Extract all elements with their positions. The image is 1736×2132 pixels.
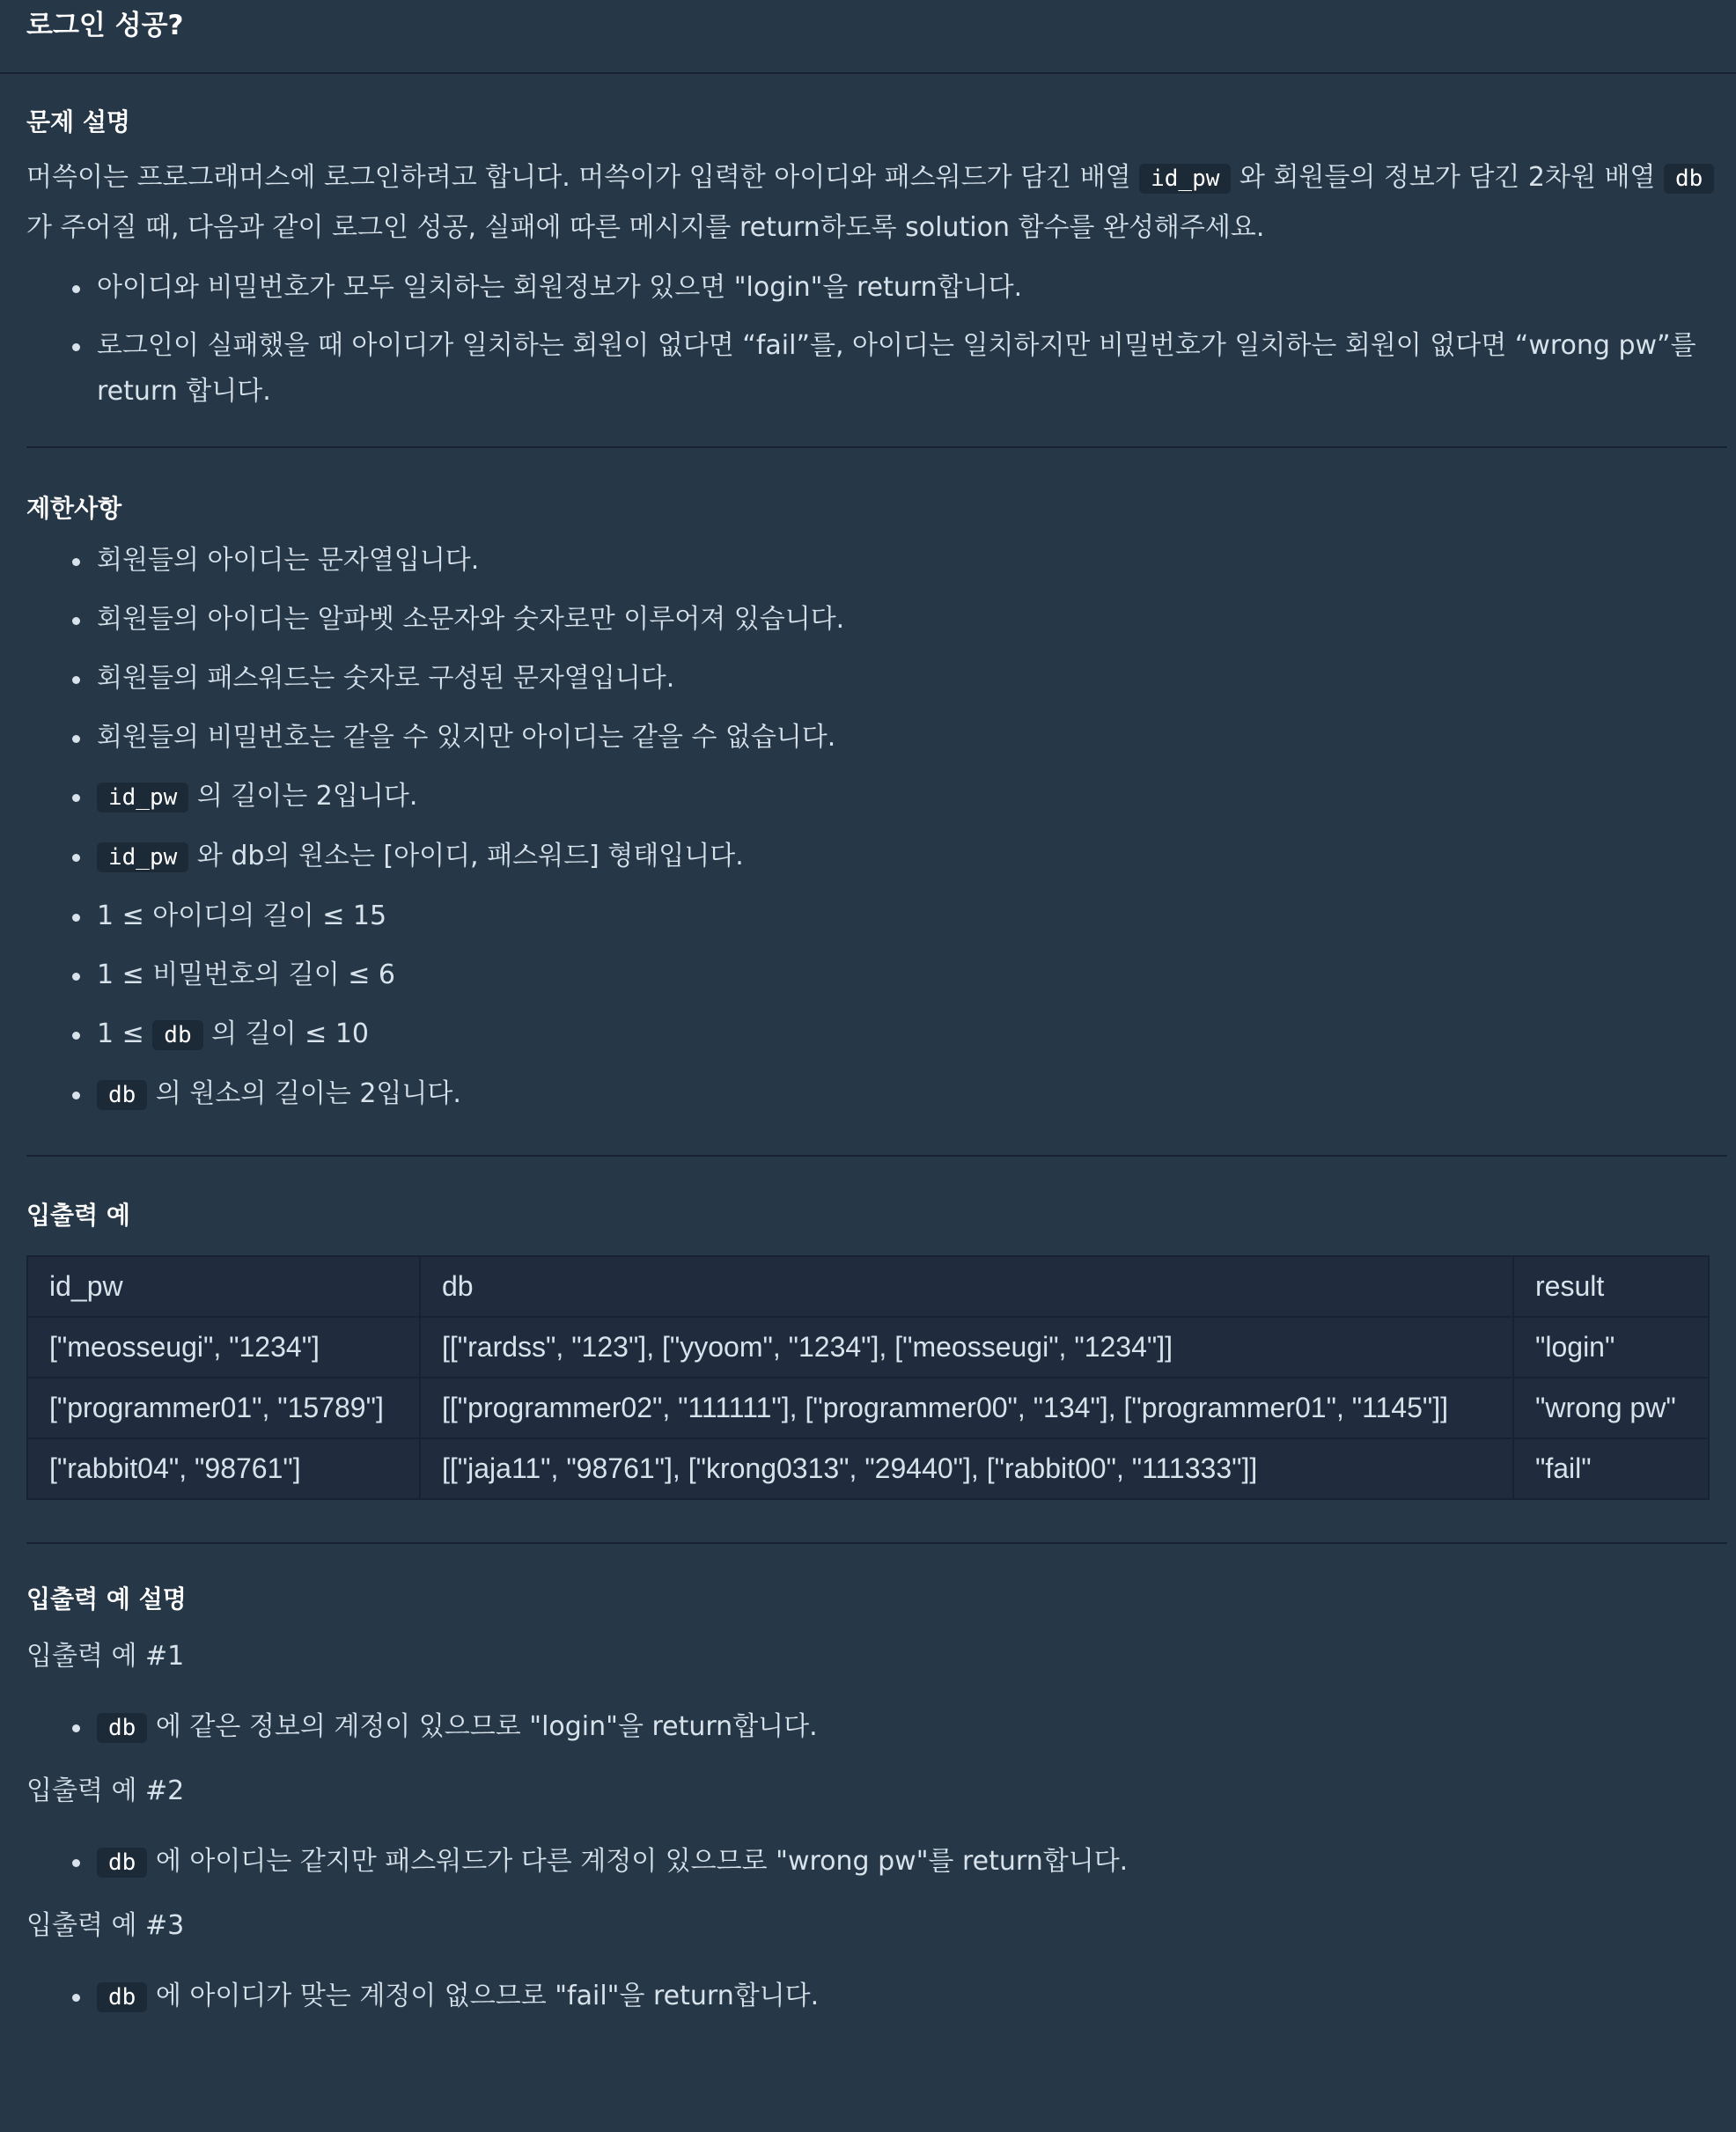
example-bullets [26, 1974, 1727, 2020]
table-cell: [["rardss", "123"], ["yyoom", "1234"], ["meosseugi", "1234"]] [420, 1317, 1513, 1378]
list-item: db 에 아이디가 맞는 계정이 없으므로 "fail"을 return합니다. [26, 1974, 1727, 2020]
list-item: db 에 아이디는 같지만 패스워드가 다른 계정이 있으므로 "wrong pw"를 return합니다. [26, 1839, 1727, 1886]
inline-code: db [152, 1020, 202, 1050]
table-row [27, 1378, 1709, 1438]
problem-content [26, 74, 1727, 2020]
example-label: 입출력 예 #3 [26, 1910, 185, 1941]
constraint-item: 1 ≤ 비밀번호의 길이 ≤ 6 [26, 952, 1727, 998]
io-example-section [26, 1157, 1727, 1500]
constraint-item: id_pw 의 길이는 2입니다. [26, 774, 1727, 820]
inline-code: db [97, 1713, 147, 1743]
example-bullets [26, 1839, 1727, 1886]
constraint-item: 회원들의 아이디는 문자열입니다. [26, 538, 1727, 584]
inline-code: id_pw [97, 783, 188, 812]
table-cell: "wrong pw" [1513, 1378, 1709, 1438]
table-row [27, 1438, 1709, 1499]
table-header-row [27, 1256, 1709, 1317]
page-header [0, 0, 1736, 74]
table-cell: ["programmer01", "15789"] [27, 1378, 420, 1438]
description-heading: 문제 설명 [26, 107, 130, 136]
constraints-list [26, 538, 1727, 1118]
table-cell: ["meosseugi", "1234"] [27, 1317, 420, 1378]
inline-code: db [97, 1982, 147, 2012]
description-section [26, 74, 1727, 415]
table-cell: [["jaja11", "98761"], ["krong0313", "29440"], ["rabbit00", "111333"]] [420, 1438, 1513, 1499]
inline-code: id_pw [97, 842, 188, 872]
list-item: 로그인이 실패했을 때 아이디가 일치하는 회원이 없다면 “fail”를, 아이디는 일치하지만 비밀번호가 일치하는 회원이 없다면 “wrong pw”를 return 합니다. [26, 323, 1727, 415]
column-header: id_pw [27, 1256, 420, 1317]
io-explanation-heading: 입출력 예 설명 [26, 1584, 187, 1614]
inline-code: db [97, 1848, 147, 1878]
io-example-heading: 입출력 예 [26, 1201, 130, 1230]
example-label: 입출력 예 #2 [26, 1775, 185, 1806]
table-row [27, 1317, 1709, 1378]
table-cell: "login" [1513, 1317, 1709, 1378]
io-example-table [26, 1255, 1710, 1500]
constraint-item: db 의 원소의 길이는 2입니다. [26, 1071, 1727, 1118]
table-cell: "fail" [1513, 1438, 1709, 1499]
table-cell: ["rabbit04", "98761"] [27, 1438, 420, 1499]
code-id-pw: id_pw [1139, 164, 1231, 194]
column-header: db [420, 1256, 1513, 1317]
column-header: result [1513, 1256, 1709, 1317]
constraint-item: 회원들의 비밀번호는 같을 수 있지만 아이디는 같을 수 없습니다. [26, 715, 1727, 761]
constraints-heading: 제한사항 [26, 494, 122, 523]
constraint-item: 1 ≤ 아이디의 길이 ≤ 15 [26, 893, 1727, 939]
table-cell: [["programmer02", "111111"], ["programmer00", "134"], ["programmer01", "1145"]] [420, 1378, 1513, 1438]
inline-code: db [97, 1080, 147, 1110]
list-item: 아이디와 비밀번호가 모두 일치하는 회원정보가 있으면 "login"을 return합니다. [26, 265, 1727, 311]
constraint-item: 회원들의 패스워드는 숫자로 구성된 문자열입니다. [26, 656, 1727, 702]
constraint-item: 회원들의 아이디는 알파벳 소문자와 숫자로만 이루어져 있습니다. [26, 597, 1727, 643]
description-bullets [26, 265, 1727, 415]
description-text: 머쓱이는 프로그래머스에 로그인하려고 합니다. 머쓱이가 입력한 아이디와 패스워드가 담긴 배열 id_pw 와 회원들의 정보가 담긴 2차원 배열 db 가 주어질 때, 다음과 같이 로그인 성공, 실패에 따른 메시지를 return하도록 solution 함수를 완성해주세요. [26, 153, 1727, 253]
example-bullets [26, 1704, 1727, 1751]
example-label: 입출력 예 #1 [26, 1641, 185, 1672]
io-explanation-section [26, 1544, 1727, 2020]
page-title: 로그인 성공? [26, 10, 184, 41]
list-item: db 에 같은 정보의 계정이 있으므로 "login"을 return합니다. [26, 1704, 1727, 1751]
code-db: db [1664, 164, 1714, 194]
constraint-item: 1 ≤ db 의 길이 ≤ 10 [26, 1011, 1727, 1058]
constraint-item: id_pw 와 db의 원소는 [아이디, 패스워드] 형태입니다. [26, 834, 1727, 880]
constraints-section [26, 448, 1727, 1118]
io-explanations [26, 1639, 1727, 2020]
